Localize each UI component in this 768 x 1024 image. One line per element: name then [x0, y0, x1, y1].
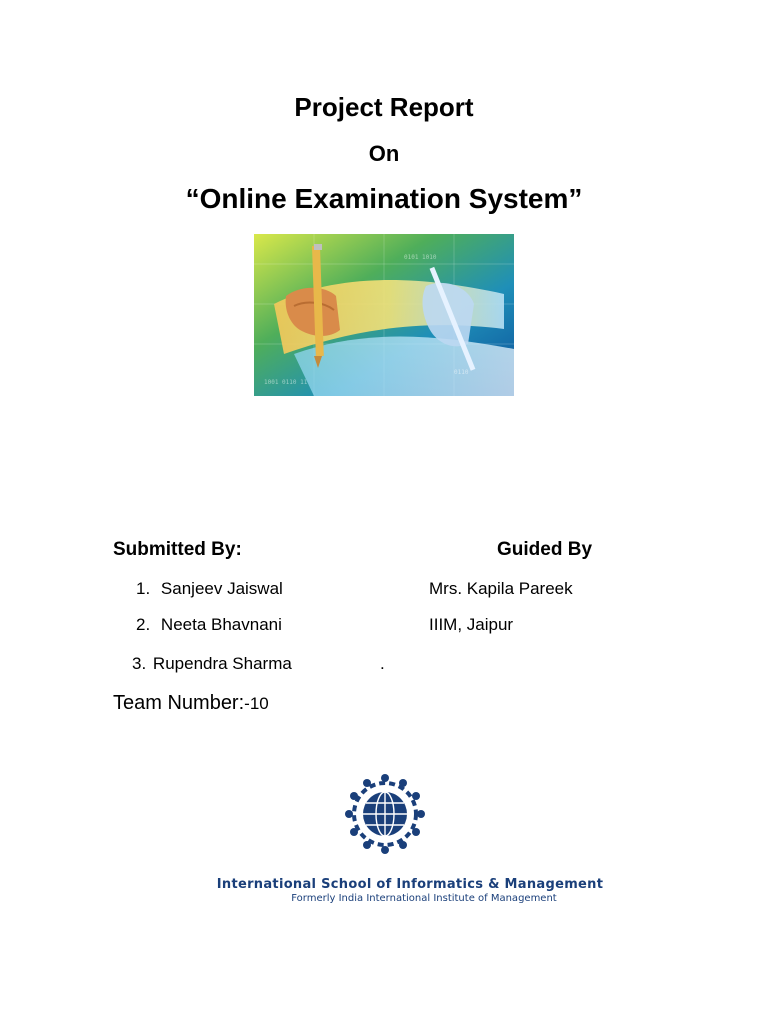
team-number-label: Team Number:	[113, 692, 245, 714]
stray-dot: .	[380, 654, 385, 673]
guide-org: IIIM, Jaipur	[429, 615, 514, 634]
institute-logo-icon	[341, 770, 429, 858]
institute-name: International School of Informatics & Management	[216, 877, 604, 892]
member-name: Sanjeev Jaiswal	[160, 579, 283, 598]
submitted-by-label: Submitted By:	[113, 539, 242, 560]
hero-image	[254, 234, 514, 396]
guide-name: Mrs. Kapila Pareek	[429, 579, 573, 598]
guided-by-label: Guided By	[497, 539, 593, 560]
team-number	[113, 692, 269, 715]
svg-text:1001 0110 11: 1001 0110 11	[264, 379, 308, 386]
member-row	[132, 654, 292, 674]
report-title: Project Report	[294, 92, 474, 122]
team-number-value: -10	[244, 694, 269, 713]
member-row	[136, 615, 282, 635]
svg-text:0110: 0110	[454, 369, 469, 376]
member-number: 3.	[132, 654, 147, 673]
svg-text:0101 1010: 0101 1010	[404, 254, 437, 261]
member-name: Rupendra Sharma	[152, 654, 292, 673]
member-number: 1.	[136, 579, 151, 598]
member-row	[136, 579, 283, 599]
project-name: “Online Examination System”	[185, 183, 583, 214]
institute-former-name: Formerly India International Institute of Management	[291, 893, 557, 904]
member-number: 2.	[136, 615, 151, 634]
member-name: Neeta Bhavnani	[160, 615, 282, 634]
report-on: On	[368, 141, 400, 166]
